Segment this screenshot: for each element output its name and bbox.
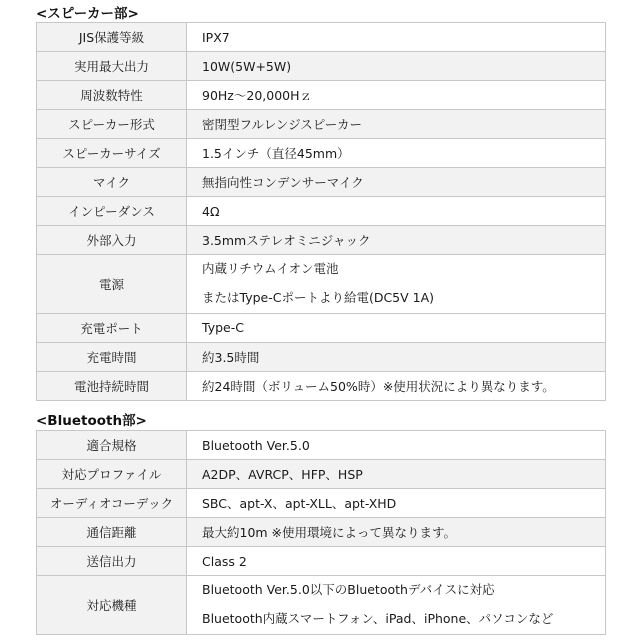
table-row: [37, 342, 606, 371]
spec-key: 周波数特性: [37, 81, 187, 110]
table-row: [37, 197, 606, 226]
spec-value: 4Ω: [187, 197, 606, 226]
table-row: [37, 81, 606, 110]
spec-value: A2DP、AVRCP、HFP、HSP: [187, 460, 606, 489]
speaker-section-title: <スピーカー部>: [36, 6, 139, 22]
spec-key: 対応機種: [37, 576, 187, 635]
spec-value: 内蔵リチウムイオン電池 またはType-Cポートより給電(DC5V 1A): [187, 255, 606, 314]
spec-value: 約24時間（ボリューム50%時）※使用状況により異なります。: [187, 371, 606, 400]
spec-value: Type-C: [187, 313, 606, 342]
table-row: [37, 255, 606, 314]
spec-key: インピーダンス: [37, 197, 187, 226]
table-row: [37, 139, 606, 168]
table-row: [37, 168, 606, 197]
bluetooth-section-title: <Bluetooth部>: [36, 413, 147, 429]
spec-value: 最大約10m ※使用環境によって異なります。: [187, 518, 606, 547]
table-row: [37, 547, 606, 576]
table-row: [37, 23, 606, 52]
spec-key: スピーカー形式: [37, 110, 187, 139]
table-row: [37, 489, 606, 518]
spec-value: Class 2: [187, 547, 606, 576]
spec-key: 送信出力: [37, 547, 187, 576]
table-row: [37, 431, 606, 460]
spec-key: 電池持続時間: [37, 371, 187, 400]
table-row: [37, 518, 606, 547]
table-row: [37, 460, 606, 489]
spec-value: Bluetooth Ver.5.0以下のBluetoothデバイスに対応 Bluetooth内蔵スマートフォン、iPad、iPhone、パソコンなど: [187, 576, 606, 635]
spec-key: 充電ポート: [37, 313, 187, 342]
spec-key: 充電時間: [37, 342, 187, 371]
spec-key: 通信距離: [37, 518, 187, 547]
spec-key: 実用最大出力: [37, 52, 187, 81]
spec-value: 密閉型フルレンジスピーカー: [187, 110, 606, 139]
table-row: [37, 226, 606, 255]
spec-value: 約3.5時間: [187, 342, 606, 371]
spec-value: 3.5mmステレオミニジャック: [187, 226, 606, 255]
table-row: [37, 371, 606, 400]
spec-key: 対応プロファイル: [37, 460, 187, 489]
spec-key: スピーカーサイズ: [37, 139, 187, 168]
spec-key: オーディオコーデック: [37, 489, 187, 518]
table-row: [37, 313, 606, 342]
spec-value: 90Hz～20,000Hｚ: [187, 81, 606, 110]
spec-key: 適合規格: [37, 431, 187, 460]
table-row: [37, 110, 606, 139]
spec-value: SBC、apt-X、apt-XLL、apt-XHD: [187, 489, 606, 518]
spec-value: 1.5インチ（直径45mm）: [187, 139, 606, 168]
table-row: [37, 52, 606, 81]
spec-key: マイク: [37, 168, 187, 197]
spec-value: Bluetooth Ver.5.0: [187, 431, 606, 460]
spec-value: 無指向性コンデンサーマイク: [187, 168, 606, 197]
bluetooth-spec-table: [36, 430, 606, 635]
speaker-spec-table: [36, 22, 606, 401]
table-row: [37, 576, 606, 635]
spec-value: 10W(5W+5W): [187, 52, 606, 81]
spec-value: IPX7: [187, 23, 606, 52]
spec-key: 外部入力: [37, 226, 187, 255]
spec-key: JIS保護等級: [37, 23, 187, 52]
spec-key: 電源: [37, 255, 187, 314]
